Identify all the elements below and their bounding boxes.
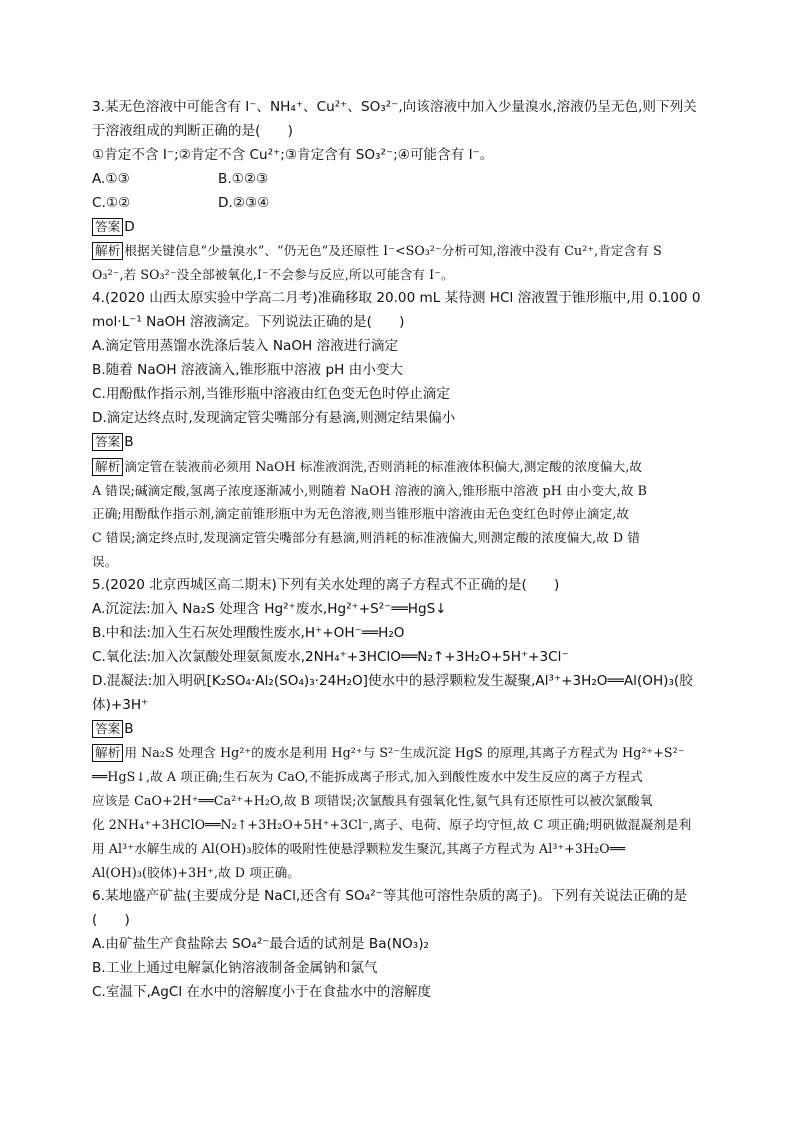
question-3-options-row-2: [92, 192, 702, 216]
explanation-label: 解析: [92, 744, 123, 762]
question-4-explanation-line-5: 误。: [92, 554, 118, 570]
question-4-option-b: B.随着 NaOH 溶液滴入,锥形瓶中溶液 pH 由小变大: [92, 361, 404, 378]
explanation-label: 解析: [92, 242, 123, 260]
question-3-option-d: D.②③④: [218, 194, 270, 211]
question-3-answer: [92, 216, 702, 240]
question-4-explanation-line-3: 正确;用酚酞作指示剂,滴定前锥形瓶中为无色溶液,则当锥形瓶中溶液由无色变红色时停止滴定,故: [92, 506, 630, 522]
question-3: [92, 96, 702, 287]
question-6: [92, 885, 702, 1005]
question-4-stem-line-1: 4.(2020 山西太原实验中学高二月考)准确移取 20.00 mL 某待测 HCl 溶液置于锥形瓶中,用 0.100 0: [92, 290, 701, 307]
question-6-option-b: B.工业上通过电解氯化钠溶液制备金属钠和氯气: [92, 959, 378, 976]
question-3-option-c: C.①②: [92, 194, 131, 211]
answer-label: 答案: [92, 218, 123, 236]
question-5-explanation-line-4: 化 2NH₄⁺+3HClO══N₂↑+3H₂O+5H⁺+3Cl⁻,离子、电荷、原子均守恒,故 C 项正确;明矾做混凝剂是利: [92, 817, 692, 833]
question-5-stem-line-1: 5.(2020 北京西城区高二期末)下列有关水处理的离子方程式不正确的是( ): [92, 577, 560, 594]
question-5-answer: [92, 718, 702, 742]
question-5-explanation-line-2: ══HgS↓,故 A 项正确;生石灰为 CaO,不能拆成离子形式,加入到酸性废水中发生反应的离子方程式: [92, 769, 643, 785]
document-page: [92, 96, 702, 1004]
question-6-option-c: C.室温下,AgCl 在水中的溶解度小于在食盐水中的溶解度: [92, 983, 432, 1000]
answer-value: D: [124, 218, 135, 235]
question-4: [92, 287, 702, 574]
question-3-explanation-line-2: O₃²⁻,若 SO₃²⁻没全部被氧化,I⁻不会参与反应,所以可能含有 I⁻。: [92, 267, 454, 283]
question-3-option-b: B.①②③: [218, 170, 269, 187]
explanation-text: 用 Na₂S 处理含 Hg²⁺的废水是利用 Hg²⁺与 S²⁻生成沉淀 HgS 的原理,其离子方程式为 Hg²⁺+S²⁻: [124, 745, 685, 761]
question-6-stem-line-1: 6.某地盛产矿盐(主要成分是 NaCl,还含有 SO₄²⁻等其他可溶性杂质的离子)。下列有关说法正确的是: [92, 887, 688, 904]
question-3-statements: ①肯定不含 I⁻;②肯定不含 Cu²⁺;③肯定含有 SO₃²⁻;④可能含有 I⁻。: [92, 146, 494, 163]
question-4-option-d: D.滴定达终点时,发现滴定管尖嘴部分有悬滴,则测定结果偏小: [92, 409, 456, 426]
question-4-stem-line-2: mol·L⁻¹ NaOH 溶液滴定。下列说法正确的是( ): [92, 314, 405, 331]
explanation-label: 解析: [92, 458, 123, 476]
question-5-explanation-line-3: 应该是 CaO+2H⁺══Ca²⁺+H₂O,故 B 项错误;次氯酸具有强氧化性,氨气具有还原性可以被次氯酸氧: [92, 793, 653, 809]
question-5-explanation-line-1: [92, 741, 702, 765]
question-6-stem-line-2: ( ): [92, 911, 130, 928]
explanation-text: 根据关键信息“少量溴水”、“仍无色”及还原性 I⁻<SO₃²⁻分析可知,溶液中没有 Cu²⁺,肯定含有 S: [124, 243, 662, 259]
question-5-option-c: C.氧化法:加入次氯酸处理氨氮废水,2NH₄⁺+3HClO══N₂↑+3H₂O+5H⁺+3Cl⁻: [92, 648, 569, 665]
question-5: [92, 574, 702, 885]
question-4-explanation-line-1: [92, 455, 702, 479]
question-3-option-a: A.①③: [92, 170, 130, 187]
question-3-explanation-line-1: [92, 239, 702, 263]
question-5-explanation-line-6: Al(OH)₃(胶体)+3H⁺,故 D 项正确。: [92, 865, 300, 880]
question-5-explanation-line-5: 用 Al³⁺水解生成的 Al(OH)₃胶体的吸附性使悬浮颗粒发生聚沉,其离子方程式为 Al³⁺+3H₂O══: [92, 841, 626, 857]
question-6-option-a: A.由矿盐生产食盐除去 SO₄²⁻最合适的试剂是 Ba(NO₃)₂: [92, 935, 429, 952]
explanation-text: 滴定管在装液前必须用 NaOH 标准液润洗,否则消耗的标准液体积偏大,测定酸的浓度偏大,故: [124, 458, 643, 474]
question-4-option-c: C.用酚酞作指示剂,当锥形瓶中溶液由红色变无色时停止滴定: [92, 385, 450, 402]
question-4-explanation-line-4: C 错误;滴定终点时,发现滴定管尖嘴部分有悬滴,则消耗的标准液偏大,则测定酸的浓度偏大,故 D 错: [92, 530, 641, 546]
answer-label: 答案: [92, 720, 123, 738]
answer-value: B: [124, 720, 134, 737]
question-4-option-a: A.滴定管用蒸馏水洗涤后装入 NaOH 溶液进行滴定: [92, 338, 399, 355]
answer-value: B: [124, 433, 134, 450]
answer-label: 答案: [92, 433, 123, 451]
question-5-option-d-line-2: 体)+3H⁺: [92, 696, 149, 713]
question-5-option-a: A.沉淀法:加入 Na₂S 处理含 Hg²⁺废水,Hg²⁺+S²⁻══HgS↓: [92, 601, 447, 618]
question-4-answer: [92, 431, 702, 455]
question-3-stem-line-1: 3.某无色溶液中可能含有 I⁻、NH₄⁺、Cu²⁺、SO₃²⁻,向该溶液中加入少量溴水,溶液仍呈无色,则下列关: [92, 99, 697, 115]
question-4-explanation-line-2: A 错误;碱滴定酸,氢离子浓度逐渐减小,则随着 NaOH 溶液的滴入,锥形瓶中溶液 pH 由小变大,故 B: [92, 482, 647, 498]
question-3-options-row-1: [92, 168, 702, 192]
question-3-stem-line-2: 于溶液组成的判断正确的是( ): [92, 122, 293, 139]
question-5-option-d-line-1: D.混凝法:加入明矾[K₂SO₄·Al₂(SO₄)₃·24H₂O]使水中的悬浮颗粒发生凝聚,Al³⁺+3H₂O══Al(OH)₃(胶: [92, 672, 693, 689]
question-5-option-b: B.中和法:加入生石灰处理酸性废水,H⁺+OH⁻══H₂O: [92, 624, 405, 641]
